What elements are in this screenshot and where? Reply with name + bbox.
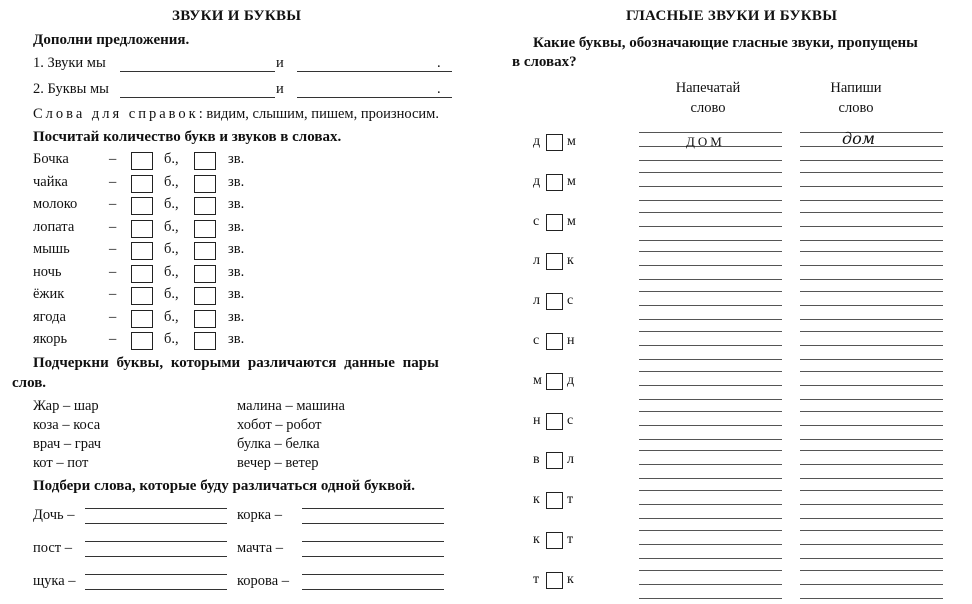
sentence-2-period: .: [437, 81, 441, 97]
missing-vowel-box[interactable]: [546, 214, 563, 231]
write-line[interactable]: [800, 345, 943, 346]
task4-line-upper: [302, 541, 444, 542]
sounds-abbr: зв.: [228, 218, 245, 235]
write-line[interactable]: [800, 186, 943, 187]
task4-word: Дочь –: [33, 507, 75, 523]
write-line: [800, 240, 943, 241]
missing-vowel-box[interactable]: [546, 413, 563, 430]
consonant-right: м: [567, 213, 576, 229]
col-write-header-2: слово: [838, 100, 874, 116]
missing-vowel-box[interactable]: [546, 134, 563, 151]
consonant-left: т: [533, 571, 540, 587]
missing-vowel-box[interactable]: [546, 333, 563, 350]
letters-count-box[interactable]: [131, 332, 153, 350]
word-pair: вечер – ветер: [237, 455, 319, 471]
task4-answer-line[interactable]: [85, 523, 227, 524]
write-line: [800, 570, 943, 571]
print-line: [639, 450, 782, 451]
consonant-right: с: [567, 293, 574, 309]
task4-line-upper: [85, 508, 227, 509]
letters-abbr: б.,: [164, 151, 179, 167]
write-line[interactable]: [800, 464, 943, 465]
write-line[interactable]: [800, 265, 943, 266]
letters-abbr: б.,: [164, 241, 179, 257]
write-line: [800, 478, 943, 479]
count-dash: –: [109, 308, 117, 325]
write-line: [800, 172, 943, 173]
print-line[interactable]: [639, 186, 782, 187]
count-word: лопата: [33, 218, 75, 235]
print-line: [639, 411, 782, 412]
task4-line-upper: [302, 508, 444, 509]
write-line: [800, 558, 943, 559]
missing-vowel-box[interactable]: [546, 293, 563, 310]
print-line: [639, 200, 782, 201]
print-line: [639, 212, 782, 213]
letters-count-box[interactable]: [131, 175, 153, 193]
task4-word: щука –: [33, 573, 76, 589]
letters-count-box[interactable]: [131, 287, 153, 305]
write-line[interactable]: [800, 226, 943, 227]
print-line[interactable]: [639, 265, 782, 266]
task2-heading: Посчитай количество букв и звуков в словах.: [33, 129, 342, 145]
task1-heading: Дополни предложения.: [33, 32, 190, 48]
consonant-right: м: [567, 173, 576, 189]
col-print-header-2: слово: [690, 100, 726, 116]
print-line: [639, 558, 782, 559]
consonant-left: к: [533, 492, 540, 508]
missing-vowel-box[interactable]: [546, 373, 563, 390]
write-line: [800, 291, 943, 292]
print-line: [639, 478, 782, 479]
sentence-1-period: .: [437, 55, 441, 71]
print-line[interactable]: [639, 504, 782, 505]
write-line: [800, 319, 943, 320]
write-line: [800, 212, 943, 213]
consonant-right: с: [567, 412, 574, 428]
consonant-left: с: [533, 333, 540, 348]
print-line: [639, 279, 782, 280]
write-line[interactable]: [800, 305, 943, 306]
print-line: [639, 319, 782, 320]
count-word: ёжик: [33, 286, 65, 302]
consonant-right: т: [567, 492, 574, 508]
sounds-count-box[interactable]: [194, 197, 216, 215]
task4-word: корова –: [237, 573, 290, 589]
sentence-1-and: и: [276, 55, 284, 71]
print-line[interactable]: [639, 425, 782, 426]
print-line: [639, 598, 782, 599]
letters-abbr: б.,: [164, 218, 179, 235]
count-word: молоко: [33, 196, 78, 212]
write-line: [800, 279, 943, 280]
print-line: [639, 359, 782, 360]
letters-count-box[interactable]: [131, 152, 153, 170]
print-line[interactable]: [639, 544, 782, 545]
print-line[interactable]: [639, 305, 782, 306]
word-pair: врач – грач: [33, 436, 102, 452]
print-line[interactable]: [639, 385, 782, 386]
print-line: [639, 160, 782, 161]
write-line: [800, 359, 943, 360]
count-word: мышь: [33, 241, 70, 257]
question-line1: Какие буквы, обозначающие гласные звуки, пропущены: [533, 35, 918, 51]
task4-word: пост –: [33, 540, 73, 556]
consonant-left: л: [533, 253, 540, 269]
task3-heading-line2: слов.: [12, 375, 47, 391]
right-page-title: ГЛАСНЫЕ ЗВУКИ И БУКВЫ: [626, 8, 838, 24]
print-line: [639, 439, 782, 440]
sounds-abbr: зв.: [228, 151, 245, 167]
letters-abbr: б.,: [164, 196, 179, 212]
print-line[interactable]: [639, 464, 782, 465]
sounds-count-box[interactable]: [194, 242, 216, 260]
sentence-2-blank-2[interactable]: [297, 97, 452, 98]
write-line: [800, 518, 943, 519]
sounds-count-box[interactable]: [194, 332, 216, 350]
word-pair: булка – белка: [237, 436, 320, 452]
count-dash: –: [109, 218, 117, 235]
letters-count-box[interactable]: [131, 220, 153, 238]
write-line: [800, 160, 943, 161]
consonant-right: д: [567, 372, 575, 388]
count-dash: –: [109, 151, 117, 167]
consonant-right: н: [567, 333, 575, 348]
print-line: [639, 530, 782, 531]
print-line: [639, 371, 782, 372]
consonant-left: д: [533, 134, 541, 149]
print-line: [639, 291, 782, 292]
missing-vowel-box[interactable]: [546, 174, 563, 191]
sounds-count-box[interactable]: [194, 287, 216, 305]
hint-words: : видим, слышим, пишем, произносим.: [198, 106, 439, 122]
task4-heading: Подбери слова, которые буду различаться одной буквой.: [33, 478, 415, 494]
count-word: ягода: [33, 308, 66, 325]
missing-vowel-box[interactable]: [546, 492, 563, 509]
task4-line-upper: [85, 574, 227, 575]
hint-line: [33, 106, 439, 123]
write-line: [800, 371, 943, 372]
task4-answer-line[interactable]: [302, 589, 444, 590]
sounds-count-box[interactable]: [194, 220, 216, 238]
sentence-2-blank-1[interactable]: [120, 97, 275, 98]
letters-count-box[interactable]: [131, 310, 153, 328]
letters-count-box[interactable]: [131, 265, 153, 283]
write-line[interactable]: [800, 385, 943, 386]
task4-answer-line[interactable]: [85, 556, 227, 557]
sounds-count-box[interactable]: [194, 310, 216, 328]
count-dash: –: [109, 331, 117, 347]
print-line: [639, 570, 782, 571]
print-line: [639, 399, 782, 400]
sounds-count-box[interactable]: [194, 175, 216, 193]
task4-answer-line[interactable]: [302, 523, 444, 524]
word-pair: хобот – робот: [237, 417, 322, 433]
sentence-1-blank-2[interactable]: [297, 71, 452, 72]
print-line: [639, 240, 782, 241]
print-line[interactable]: [639, 584, 782, 585]
sounds-abbr: зв.: [228, 308, 245, 325]
consonant-left: в: [533, 452, 540, 468]
consonant-left: н: [533, 412, 541, 428]
consonant-right: к: [567, 571, 574, 587]
sentence-1-prefix: 1. Звуки мы: [33, 55, 106, 71]
write-line: [800, 200, 943, 201]
task3-heading-line1: Подчеркни буквы, которыми различаются данные пары: [33, 355, 439, 371]
count-word: якорь: [33, 331, 68, 347]
sounds-abbr: зв.: [228, 173, 245, 190]
letters-abbr: б.,: [164, 263, 179, 280]
col-print-header-1: Напечатай: [675, 80, 741, 96]
print-line: [639, 518, 782, 519]
consonant-right: л: [567, 452, 574, 468]
write-line: [800, 450, 943, 451]
count-dash: –: [109, 241, 117, 257]
print-line[interactable]: [639, 226, 782, 227]
sounds-count-box[interactable]: [194, 152, 216, 170]
hint-label: Слова для справок: [33, 106, 199, 122]
write-line: [800, 331, 943, 332]
sounds-abbr: зв.: [228, 241, 245, 257]
letters-count-box[interactable]: [131, 242, 153, 260]
count-dash: –: [109, 263, 117, 280]
print-line: [639, 132, 782, 133]
write-line: [800, 411, 943, 412]
sounds-count-box[interactable]: [194, 265, 216, 283]
count-dash: –: [109, 196, 117, 212]
sounds-abbr: зв.: [228, 196, 245, 212]
count-word: чайка: [33, 173, 68, 190]
col-write-header-1: Напиши: [830, 80, 882, 96]
write-line: [800, 399, 943, 400]
print-line: [639, 490, 782, 491]
sounds-abbr: зв.: [228, 286, 245, 302]
left-page-title: ЗВУКИ И БУКВЫ: [172, 8, 302, 24]
sentence-2-prefix: 2. Буквы мы: [33, 81, 109, 97]
word-pair: Жар – шар: [33, 398, 99, 414]
sounds-abbr: зв.: [228, 263, 245, 280]
consonant-right: т: [567, 532, 574, 547]
letters-abbr: б.,: [164, 173, 179, 190]
consonant-right: м: [567, 134, 576, 149]
count-dash: –: [109, 173, 117, 190]
letters-count-box[interactable]: [131, 197, 153, 215]
task4-answer-line[interactable]: [85, 589, 227, 590]
missing-vowel-box[interactable]: [546, 452, 563, 469]
letters-abbr: б.,: [164, 331, 179, 347]
write-line[interactable]: [800, 425, 943, 426]
write-line: [800, 598, 943, 599]
count-word: ночь: [33, 263, 62, 280]
write-line: [800, 439, 943, 440]
example-printed-word: ДОМ: [686, 134, 725, 149]
write-line: [800, 530, 943, 531]
consonant-left: к: [533, 532, 540, 547]
sentence-1-blank-1[interactable]: [120, 71, 275, 72]
write-line[interactable]: [800, 504, 943, 505]
missing-vowel-box[interactable]: [546, 532, 563, 549]
missing-vowel-box[interactable]: [546, 253, 563, 270]
print-line: [639, 172, 782, 173]
task4-word: мачта –: [237, 540, 284, 556]
consonant-left: с: [533, 213, 540, 229]
word-pair: малина – машина: [237, 398, 345, 414]
write-line: [800, 251, 943, 252]
consonant-left: д: [533, 173, 541, 189]
word-pair: кот – пот: [33, 455, 89, 471]
sentence-2-and: и: [276, 81, 284, 97]
print-line[interactable]: [639, 345, 782, 346]
task4-line-upper: [302, 574, 444, 575]
example-handwritten-word: дом: [842, 129, 876, 148]
count-word: Бочка: [33, 151, 69, 167]
sounds-abbr: зв.: [228, 331, 245, 347]
print-line: [639, 251, 782, 252]
letters-abbr: б.,: [164, 286, 179, 302]
letters-abbr: б.,: [164, 308, 179, 325]
print-line: [639, 331, 782, 332]
write-line[interactable]: [800, 584, 943, 585]
task4-word: корка –: [237, 507, 282, 523]
consonant-left: л: [533, 293, 540, 309]
consonant-left: м: [533, 372, 542, 388]
task4-line-upper: [85, 541, 227, 542]
consonant-right: к: [567, 253, 574, 269]
count-dash: –: [109, 286, 117, 302]
task4-answer-line[interactable]: [302, 556, 444, 557]
word-pair: коза – коса: [33, 417, 101, 433]
write-line[interactable]: [800, 544, 943, 545]
write-line: [800, 490, 943, 491]
question-line2: в словах?: [512, 54, 577, 70]
missing-vowel-box[interactable]: [546, 572, 563, 589]
